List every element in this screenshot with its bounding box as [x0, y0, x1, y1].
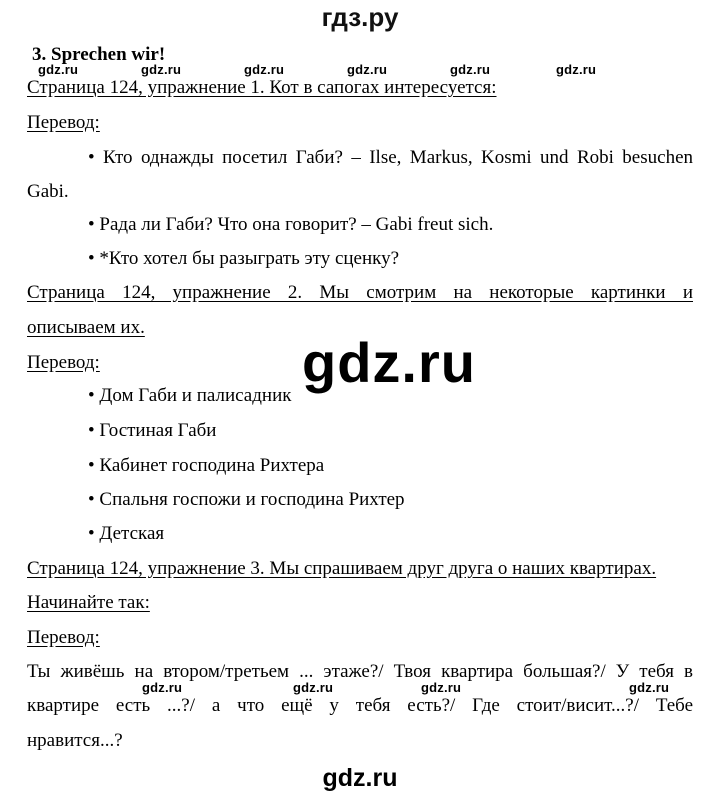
exercise-2-heading-continuation: описываем их. [27, 317, 145, 338]
watermark: gdz.ru [421, 680, 462, 695]
bullet-item: • Кто однажды посетил Габи? – Ilse, Markus, Kosmi und Robi besuchen [88, 147, 693, 168]
watermark: gdz.ru [38, 62, 79, 77]
translation-label: Перевод: [27, 352, 100, 373]
watermark-large: gdz.ru [302, 331, 476, 394]
list-item: • Дом Габи и палисадник [88, 385, 292, 406]
paragraph-line: нравится...? [27, 730, 123, 751]
list-item: • Спальня госпожи и господина Рихтер [88, 489, 405, 510]
exercise-3-heading: Страница 124, упражнение 3. Мы спрашиваем друг друга о наших квартирах. [27, 558, 657, 579]
bullet-item: • Рада ли Габи? Что она говорит? – Gabi freut sich. [88, 214, 494, 235]
watermark: gdz.ru [556, 62, 597, 77]
paragraph-line: Ты живёшь на втором/третьем ... этаже?/ Твоя квартира большая?/ У тебя в [27, 661, 693, 682]
bullet-item-continuation: Gabi. [27, 181, 69, 202]
exercise-2-heading: Страница 124, упражнение 2. Мы смотрим на некоторые картинки и [27, 282, 693, 303]
watermark: gdz.ru [293, 680, 334, 695]
list-item: • Гостиная Габи [88, 420, 217, 441]
exercise-1-heading: Страница 124, упражнение 1. Кот в сапогах интересуется: [27, 77, 497, 98]
paragraph-line: квартире есть ...?/ а что ещё у тебя есть?/ Где стоит/висит...?/ Тебе [27, 695, 693, 716]
list-item: • Детская [88, 523, 165, 544]
watermark: gdz.ru [450, 62, 491, 77]
translation-label: Перевод: [27, 627, 100, 648]
site-title: гдз.ру [321, 2, 399, 32]
start-label: Начинайте так: [27, 592, 150, 613]
watermark: gdz.ru [629, 680, 670, 695]
watermark: gdz.ru [244, 62, 285, 77]
watermark-bottom: gdz.ru [322, 764, 398, 792]
bullet-item: • *Кто хотел бы разыграть эту сценку? [88, 248, 400, 269]
watermark: gdz.ru [141, 62, 182, 77]
watermark: gdz.ru [347, 62, 388, 77]
translation-label: Перевод: [27, 112, 100, 133]
section-heading: 3. Sprechen wir! [32, 44, 166, 65]
watermark: gdz.ru [142, 680, 183, 695]
list-item: • Кабинет господина Рихтера [88, 455, 325, 476]
